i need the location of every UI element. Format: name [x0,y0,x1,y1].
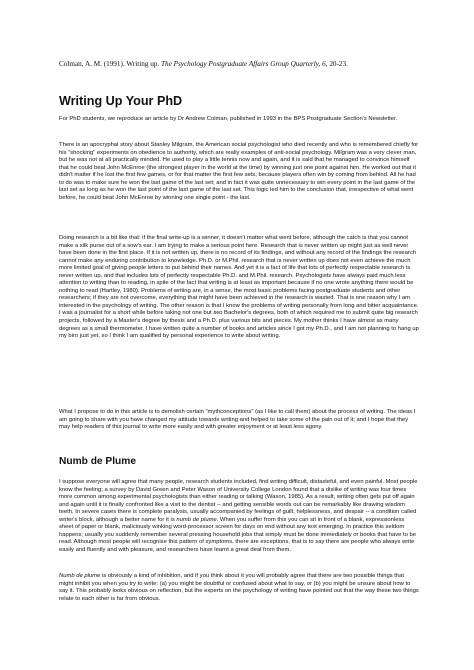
paragraph-span: Bachelor's degrees, both of which required me to submit quite big research projects, followed by a Master's degree by thesis and a Ph.D. plus various bits and pieces. My mother thinks I have almost as many degrees as a small thermometer. I have written quite a number of books and articles since I got my Ph.D., and I am not planning to hang up my biro just yet, so I think I am qualified by personal experience to write about writing. [59,310,419,340]
paragraph-span: I suppose everyone will agree that many people, research students included, find writing difficult, distasteful, and even painful. Most people know the feeling; a survey by David Green and Peter Wason of University College London found that a dislike of writing was four times more common among experimental psychologists than either reading or talking (Wason, 1985). As a result, writing often gets put off again and again until it is finally confronted like a visit to the dentist -- and getting sensible words out can be remarkably like drawing wisdom teeth. In severe cases there is complete paralysis, usually accompanied by feelings of guilt, helplessness, and despair -- a condition called writer's block, although a better name for it is [59,479,418,523]
citation [59,60,439,69]
paragraph-mythconceptions [59,409,419,432]
paragraph-span: When you suffer from this you can sit in front of a blank, expressionless sheet of paper or blank, maliciously winking word-processor screen for days on end without any text emerging. In practice this seldom happens; usually you suddenly remember several pressing household jobs that simply must be done immediately or books that have to be read. Although most people will recognise this pattern of symptoms, there are exceptions, that is to say there are people who always write easily and fluently and with pleasure, and researchers have learnt a great deal from them. [59,516,416,553]
paragraph-milgram [59,142,419,202]
citation-authors: Colman, A. M. (1991). Writing up. [59,60,161,68]
paragraph-writers-block [59,479,419,554]
emphasis-span: Numb de plume [59,573,101,579]
citation-journal: The Psychology Postgraduate Affairs Group Quarterly, 6, [161,60,328,68]
intro-paragraph [59,116,419,124]
paragraph-text [59,573,419,603]
paragraph-span: Doing research is a bit like that: if the final write-up is a winner, it doesn't matter what went before, although the catch is that you cannot make a silk purse out of a sow's ear. I am trying to make a serious point here. Research that is never written up might just as well never have been done in the first place. If it is not written up, there is no record of its findings, and without any record of the findings the research cannot make any enduring contribution to knowledge. Ph.D. or M.Phil. research that is never written up does not even achieve the much more limited goal of giving people letters to put behind their names. And yet it is a fact of life that lots of perfectly respectable research is never written up, and that includes lots of perfectly respectable Ph.D. and M.Phil. research. Psychologists have always paid much less attention to writing than to reading, in spite of the fact that writing is at least as important because if no one wrote anything there would be nothing to read (Hartley, 1980). Problems of writing are, in a sense, the most basic problems facing postgraduate students and other researchers; if they are not overcome, everything that might have been achieved in the research is wasted. That is one reason why I am interested in the psychology of writing. The other reason is that I know the problems of writing personally from long and bitter acquaintance. I was a journalist for a short while before taking not one but [59,235,419,317]
intro-text: For PhD students, we reproduce an article by Dr Andrew Colman, published in 1993 in the BPS Postgraduate Section's Newsletter. [59,116,398,122]
citation-pages: 20-23. [327,60,348,68]
paragraph-text [59,479,419,554]
paragraph-text [59,235,419,341]
paragraph-text: What I propose to do in this article is to demolish certain "mythconceptions" (as I like to call them) about the process of writing. The ideas I am going to share with you have changed my attitude towards writing and helped to take some of the pain out of it; and I hope that they may help readers of this journal to write more easily and with greater enjoyment or at least less agony. [59,409,416,431]
paragraph-text: There is an apocryphal story about Stanley Milgram, the American social psychologist who died recently and who is remembered chiefly for his "shocking" experiments on obedience to authority, which are really examples of anti-social psychology. Milgram was a very clever man, but he was not at all practically minded. He used to play a little tennis now and again, and it is said that he managed to convince himself that he could beat John McEnroe (the strongest player in the world at the time) by winning just one point against him. He worked out that it didn't matter if he lost the first few games, or for that matter the first few sets, because players often win by coming from behind. All he had to do was to make sure he won the last game of the last set; and in fact it was quite unnecessary to win every point in the last game of the last set as long as he won the last point of the last game of the last set. This logic led him to the conclusion that, irrespective of what went before, he could beat John McEnroe by winning one single point - the last. [59,142,419,201]
emphasis-span: two [213,310,223,317]
section-heading: Numb de Plume [59,456,136,467]
paragraph-research [59,235,419,341]
emphasis-span: numb de plume. [176,516,219,523]
article-title: Writing Up Your PhD [59,94,183,108]
paragraph-inhibition [59,573,419,603]
paragraph-span: is obviously a kind of inhibition, and if you think about it you will probably agree that there are two possible things that might inhibit you when you try to write: (a) you might be doubtful or confused about what to say, or (b) you might be unsure about how to say it. This probably looks obvious on reflection, but the experts on the psychology of writing have pointed out that the way these two things relate to each other is far from obvious. [59,573,419,602]
